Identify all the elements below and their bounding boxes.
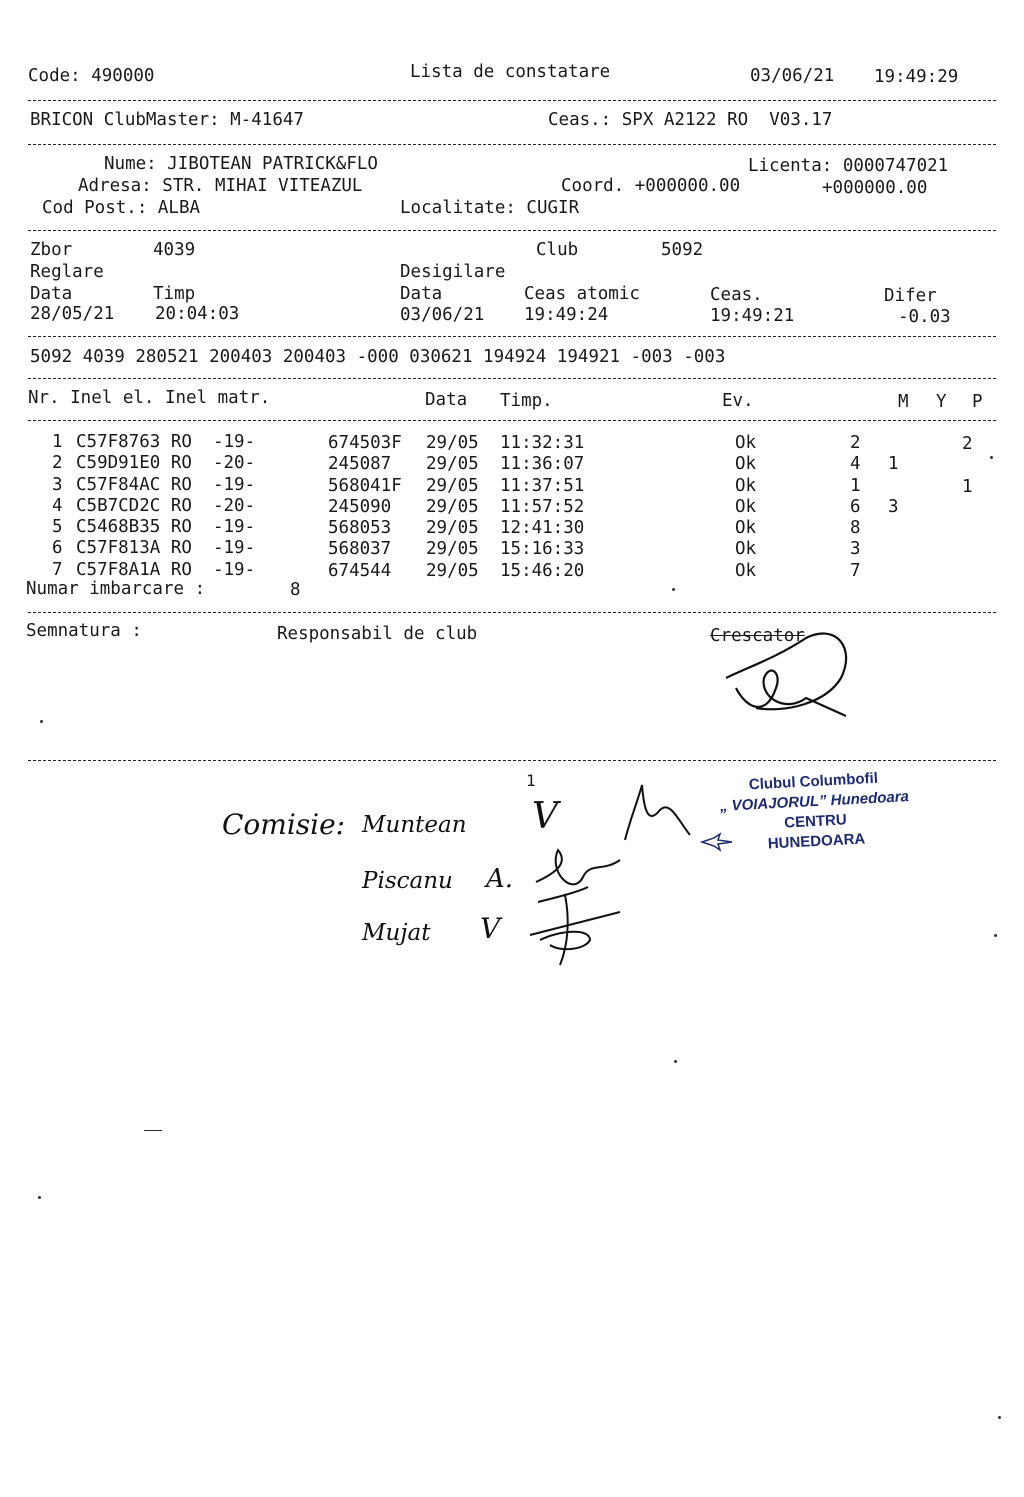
stamp-line-3: CENTRU bbox=[783, 811, 848, 832]
handwritten-mark-1: V bbox=[532, 796, 558, 837]
scan-speck bbox=[674, 1060, 677, 1063]
row-m: 8 bbox=[850, 518, 861, 538]
row-y: 3 bbox=[888, 497, 899, 517]
scan-mark bbox=[144, 1130, 162, 1131]
clock-time: 19:49:21 bbox=[710, 306, 795, 326]
row-ev: Ok bbox=[735, 518, 757, 538]
clock-info: Ceas.: SPX A2122 RO V03.17 bbox=[548, 110, 833, 130]
row-matr: 245087 bbox=[328, 454, 392, 474]
row-nr: 1 bbox=[52, 432, 63, 452]
scan-speck bbox=[672, 588, 675, 591]
row-time: 11:36:07 bbox=[500, 454, 585, 474]
row-matr: 568041F bbox=[328, 476, 402, 496]
row-ring: C57F813A RO -19- bbox=[76, 538, 256, 558]
row-m: 4 bbox=[850, 454, 861, 474]
handwritten-member-1: Muntean bbox=[362, 812, 467, 838]
reglare-label: Reglare bbox=[30, 262, 104, 282]
document-title: Lista de constatare bbox=[410, 62, 611, 82]
row-nr: 4 bbox=[52, 496, 63, 516]
owner-postal: Cod Post.: ALBA bbox=[42, 198, 201, 218]
divider bbox=[28, 612, 996, 613]
breeder-label: Crescator bbox=[710, 626, 805, 646]
document-code: Code: 490000 bbox=[28, 66, 155, 86]
column-header-p: P bbox=[972, 392, 983, 412]
row-ring: C59D91E0 RO -20- bbox=[76, 453, 256, 473]
row-matr: 674544 bbox=[328, 561, 392, 581]
zbor-value: 4039 bbox=[153, 240, 196, 260]
data2-label: Data bbox=[400, 284, 443, 304]
row-time: 11:32:31 bbox=[500, 433, 585, 453]
row-date: 29/05 bbox=[426, 561, 479, 581]
zbor-label: Zbor bbox=[30, 240, 73, 260]
divider bbox=[28, 336, 996, 337]
row-ring: C5B7CD2C RO -20- bbox=[76, 496, 256, 516]
stamp-pigeon-icon bbox=[700, 832, 734, 852]
row-matr: 245090 bbox=[328, 497, 392, 517]
handwritten-member-3: Mujat bbox=[362, 920, 431, 946]
reglare-time: 20:04:03 bbox=[155, 304, 240, 324]
divider bbox=[28, 100, 996, 101]
row-m: 7 bbox=[850, 561, 861, 581]
row-time: 11:37:51 bbox=[500, 476, 585, 496]
commission-signature-1 bbox=[620, 780, 700, 850]
page-number: 1 bbox=[526, 771, 536, 790]
row-nr: 5 bbox=[52, 517, 63, 537]
row-m: 3 bbox=[850, 539, 861, 559]
row-nr: 7 bbox=[52, 560, 63, 580]
handwritten-member-2: Piscanu bbox=[362, 868, 453, 894]
row-time: 15:16:33 bbox=[500, 539, 585, 559]
embark-count: 8 bbox=[290, 580, 301, 600]
row-ev: Ok bbox=[735, 433, 757, 453]
row-date: 29/05 bbox=[426, 454, 479, 474]
row-matr: 568053 bbox=[328, 518, 392, 538]
row-nr: 6 bbox=[52, 538, 63, 558]
scan-speck bbox=[998, 1416, 1001, 1419]
owner-name: Nume: JIBOTEAN PATRICK&FLO bbox=[104, 154, 378, 174]
row-time: 15:46:20 bbox=[500, 561, 585, 581]
row-m: 1 bbox=[850, 476, 861, 496]
scan-speck bbox=[38, 1196, 41, 1199]
row-ev: Ok bbox=[735, 476, 757, 496]
atomic-time: 19:49:24 bbox=[524, 305, 609, 325]
divider bbox=[28, 420, 996, 421]
row-p: 2 bbox=[962, 434, 973, 454]
difer-label: Difer bbox=[884, 286, 937, 306]
owner-locality: Localitate: CUGIR bbox=[400, 198, 580, 218]
desigilare-date: 03/06/21 bbox=[400, 305, 485, 325]
row-nr: 3 bbox=[52, 475, 63, 495]
row-date: 29/05 bbox=[426, 539, 479, 559]
breeder-signature bbox=[716, 618, 876, 728]
column-header-ev: Ev. bbox=[722, 391, 754, 411]
club-value: 5092 bbox=[661, 240, 704, 260]
row-matr: 568037 bbox=[328, 539, 392, 559]
divider bbox=[28, 378, 996, 379]
column-header-date: Data bbox=[425, 390, 468, 410]
row-ring: C57F8763 RO -19- bbox=[76, 432, 256, 452]
desigilare-label: Desigilare bbox=[400, 262, 506, 282]
stamp-line-1: Clubul Columbofil bbox=[748, 769, 879, 794]
stamp-line-2: „ VOIAJORUL” Hunedoara bbox=[719, 788, 910, 815]
embark-label: Numar imbarcare : bbox=[26, 579, 206, 599]
row-ev: Ok bbox=[735, 454, 757, 474]
row-ev: Ok bbox=[735, 561, 757, 581]
club-label: Club bbox=[536, 240, 579, 260]
divider bbox=[28, 760, 996, 761]
signature-label: Semnatura : bbox=[26, 621, 142, 641]
device-info: BRICON ClubMaster: M-41647 bbox=[30, 110, 304, 130]
stamp-line-4: HUNEDOARA bbox=[767, 830, 866, 853]
row-date: 29/05 bbox=[426, 476, 479, 496]
row-m: 6 bbox=[850, 497, 861, 517]
row-time: 11:57:52 bbox=[500, 497, 585, 517]
code-line: 5092 4039 280521 200403 200403 -000 030621 194924 194921 -003 -003 bbox=[30, 347, 726, 367]
data-label: Data bbox=[30, 284, 73, 304]
scan-speck bbox=[40, 720, 43, 723]
handwritten-mark-2: A. bbox=[486, 864, 514, 894]
owner-address: Adresa: STR. MIHAI VITEAZUL bbox=[78, 176, 363, 196]
row-date: 29/05 bbox=[426, 433, 479, 453]
row-p: 1 bbox=[962, 477, 973, 497]
print-date: 03/06/21 bbox=[750, 66, 835, 86]
row-y: 1 bbox=[888, 454, 899, 474]
row-date: 29/05 bbox=[426, 518, 479, 538]
scan-speck bbox=[994, 934, 997, 937]
ceas-label: Ceas. bbox=[710, 285, 763, 305]
owner-coord: Coord. +000000.00 bbox=[561, 176, 741, 196]
owner-license: Licenta: 0000747021 bbox=[748, 156, 949, 176]
row-ring: C5468B35 RO -19- bbox=[76, 517, 256, 537]
column-header-rings: Nr. Inel el. Inel matr. bbox=[28, 388, 271, 408]
commission-signature-3 bbox=[520, 890, 630, 970]
row-time: 12:41:30 bbox=[500, 518, 585, 538]
divider bbox=[28, 144, 996, 145]
handwritten-commission-label: Comisie: bbox=[222, 808, 346, 841]
club-responsible-label: Responsabil de club bbox=[277, 624, 478, 644]
timp-label: Timp bbox=[153, 284, 196, 304]
column-header-time: Timp. bbox=[500, 391, 553, 411]
row-ev: Ok bbox=[735, 497, 757, 517]
row-date: 29/05 bbox=[426, 497, 479, 517]
row-matr: 674503F bbox=[328, 433, 402, 453]
row-nr: 2 bbox=[52, 453, 63, 473]
column-header-y: Y bbox=[936, 392, 947, 412]
reglare-date: 28/05/21 bbox=[30, 304, 115, 324]
owner-coord-2: +000000.00 bbox=[822, 178, 928, 198]
row-m: 2 bbox=[850, 433, 861, 453]
ceas-atomic-label: Ceas atomic bbox=[524, 284, 640, 304]
scan-speck bbox=[990, 456, 993, 459]
difer-value: -0.03 bbox=[898, 307, 951, 327]
column-header-m: M bbox=[898, 392, 909, 412]
handwritten-mark-3: V bbox=[480, 912, 501, 945]
divider bbox=[28, 230, 996, 231]
row-ev: Ok bbox=[735, 539, 757, 559]
row-ring: C57F84AC RO -19- bbox=[76, 475, 256, 495]
print-time: 19:49:29 bbox=[874, 67, 959, 87]
row-ring: C57F8A1A RO -19- bbox=[76, 560, 256, 580]
